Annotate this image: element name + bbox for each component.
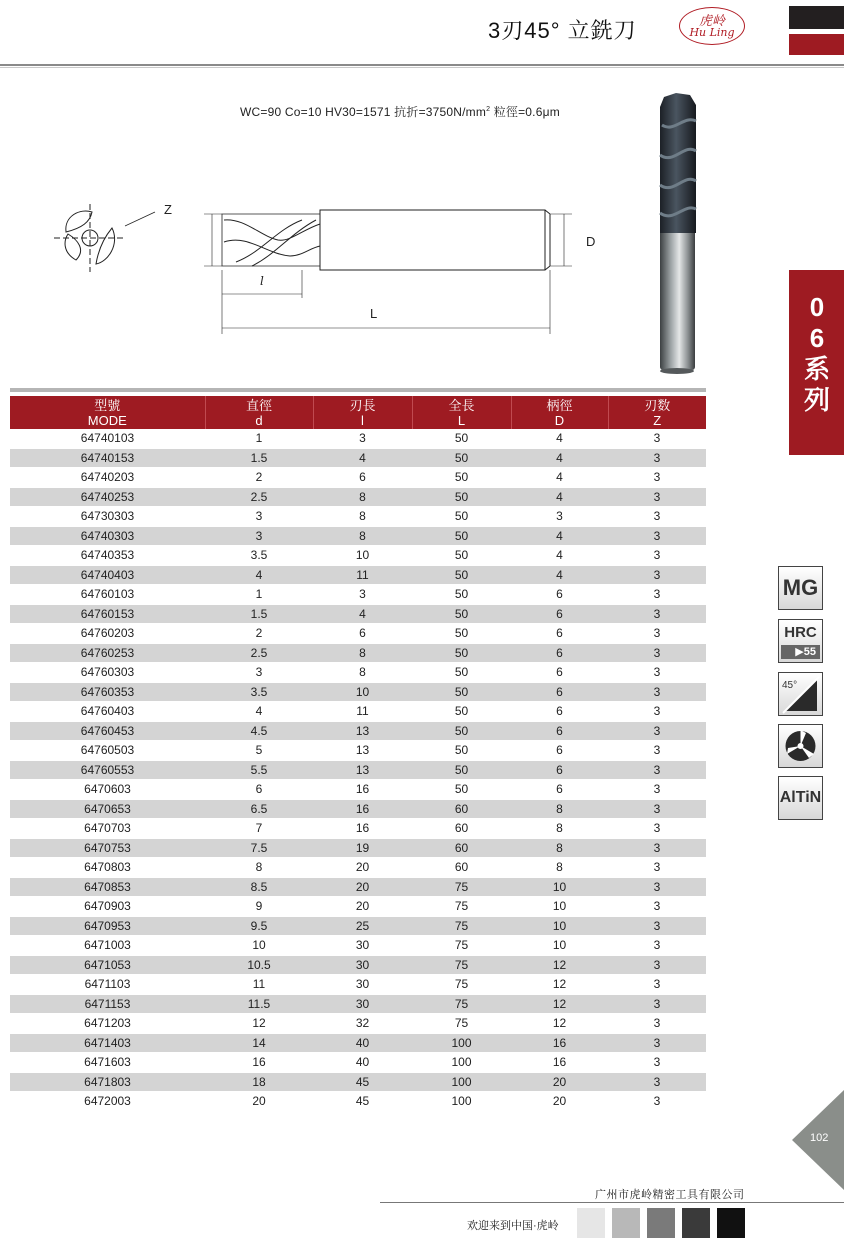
table-row <box>10 877 706 897</box>
cell-diameter: 10.5 <box>205 955 313 975</box>
cell-model: 64760503 <box>10 741 205 761</box>
series-char: 系 <box>803 354 830 384</box>
color-swatch <box>577 1208 605 1238</box>
label-d: D <box>586 234 596 249</box>
cell-shank-diameter: 6 <box>511 663 608 683</box>
cell-shank-diameter: 20 <box>511 1092 608 1112</box>
cell-flutes: 3 <box>608 604 706 624</box>
cell-overall-length: 50 <box>412 507 511 527</box>
cell-flutes: 3 <box>608 1014 706 1034</box>
cell-diameter: 3 <box>205 663 313 683</box>
table-row <box>10 507 706 527</box>
table-row <box>10 819 706 839</box>
cell-flutes: 3 <box>608 702 706 722</box>
cell-flute-length: 16 <box>313 780 412 800</box>
cell-model: 6470953 <box>10 916 205 936</box>
cell-flute-length: 20 <box>313 897 412 917</box>
cell-overall-length: 50 <box>412 585 511 605</box>
table-row <box>10 1053 706 1073</box>
table-row <box>10 975 706 995</box>
cell-flutes: 3 <box>608 468 706 488</box>
cell-flutes: 3 <box>608 585 706 605</box>
cell-diameter: 18 <box>205 1072 313 1092</box>
cell-overall-length: 50 <box>412 741 511 761</box>
footer-divider <box>380 1202 844 1203</box>
cell-model: 64760353 <box>10 682 205 702</box>
table-row <box>10 760 706 780</box>
cell-diameter: 10 <box>205 936 313 956</box>
cell-model: 64740153 <box>10 448 205 468</box>
header-flutes: 刃数 Z <box>608 396 706 429</box>
cell-overall-length: 75 <box>412 975 511 995</box>
header-overall-length: 全長 L <box>412 396 511 429</box>
cell-flutes: 3 <box>608 994 706 1014</box>
hrc-value: ▶55 <box>781 645 820 659</box>
header-divider-thin <box>0 67 844 68</box>
cell-flutes: 3 <box>608 1053 706 1073</box>
cell-model: 64760253 <box>10 643 205 663</box>
table-row <box>10 838 706 858</box>
cell-overall-length: 50 <box>412 760 511 780</box>
three-flute-icon <box>778 724 823 768</box>
cell-flutes: 3 <box>608 780 706 800</box>
cell-flute-length: 30 <box>313 936 412 956</box>
cell-diameter: 6.5 <box>205 799 313 819</box>
page-number: 102 <box>810 1132 829 1144</box>
cell-overall-length: 50 <box>412 526 511 546</box>
cell-flute-length: 6 <box>313 468 412 488</box>
product-spec-table <box>10 396 706 1112</box>
cell-flutes: 3 <box>608 1033 706 1053</box>
cell-flutes: 3 <box>608 955 706 975</box>
cell-overall-length: 60 <box>412 799 511 819</box>
cell-model: 64760103 <box>10 585 205 605</box>
cell-shank-diameter: 8 <box>511 838 608 858</box>
mg-grade-icon: MG <box>778 566 823 610</box>
cell-model: 6471203 <box>10 1014 205 1034</box>
table-row <box>10 721 706 741</box>
cell-shank-diameter: 6 <box>511 643 608 663</box>
cell-model: 6472003 <box>10 1092 205 1112</box>
cell-flutes: 3 <box>608 1072 706 1092</box>
cell-model: 64760403 <box>10 702 205 722</box>
cell-flutes: 3 <box>608 663 706 683</box>
cell-shank-diameter: 12 <box>511 1014 608 1034</box>
cell-flute-length: 11 <box>313 702 412 722</box>
cell-shank-diameter: 4 <box>511 546 608 566</box>
cell-model: 6470903 <box>10 897 205 917</box>
cell-shank-diameter: 6 <box>511 741 608 761</box>
cell-diameter: 14 <box>205 1033 313 1053</box>
cell-flute-length: 8 <box>313 663 412 683</box>
cell-overall-length: 75 <box>412 877 511 897</box>
cell-flute-length: 20 <box>313 858 412 878</box>
table-row <box>10 604 706 624</box>
table-row <box>10 955 706 975</box>
header-flute-length: 刃長 l <box>313 396 412 429</box>
cell-diameter: 1 <box>205 585 313 605</box>
cell-diameter: 2 <box>205 624 313 644</box>
cell-shank-diameter: 6 <box>511 780 608 800</box>
series-char: 列 <box>803 385 830 415</box>
cell-diameter: 5 <box>205 741 313 761</box>
cell-diameter: 11 <box>205 975 313 995</box>
cell-flutes: 3 <box>608 897 706 917</box>
table-row <box>10 585 706 605</box>
label-z: Z <box>164 202 172 217</box>
table-row <box>10 1014 706 1034</box>
altin-coating-icon: AlTiN <box>778 776 823 820</box>
cell-flutes: 3 <box>608 975 706 995</box>
cell-model: 64740253 <box>10 487 205 507</box>
table-row <box>10 468 706 488</box>
cell-diameter: 4.5 <box>205 721 313 741</box>
cell-flutes: 3 <box>608 546 706 566</box>
cell-flute-length: 13 <box>313 760 412 780</box>
cell-diameter: 8 <box>205 858 313 878</box>
cell-flutes: 3 <box>608 448 706 468</box>
table-row <box>10 799 706 819</box>
cell-model: 6471003 <box>10 936 205 956</box>
cell-overall-length: 75 <box>412 1014 511 1034</box>
cell-model: 64760303 <box>10 663 205 683</box>
cell-flute-length: 30 <box>313 975 412 995</box>
table-row <box>10 780 706 800</box>
cell-flute-length: 3 <box>313 585 412 605</box>
cell-shank-diameter: 6 <box>511 624 608 644</box>
cell-overall-length: 50 <box>412 468 511 488</box>
color-swatch <box>717 1208 745 1238</box>
cell-diameter: 6 <box>205 780 313 800</box>
header-divider <box>0 64 844 66</box>
table-row <box>10 858 706 878</box>
cell-shank-diameter: 10 <box>511 916 608 936</box>
header-diameter: 直徑 d <box>205 396 313 429</box>
cell-shank-diameter: 4 <box>511 487 608 507</box>
cell-shank-diameter: 12 <box>511 975 608 995</box>
cell-shank-diameter: 16 <box>511 1033 608 1053</box>
cell-diameter: 5.5 <box>205 760 313 780</box>
cell-model: 6471053 <box>10 955 205 975</box>
cell-flutes: 3 <box>608 760 706 780</box>
cell-flutes: 3 <box>608 877 706 897</box>
cell-model: 6470653 <box>10 799 205 819</box>
cell-shank-diameter: 4 <box>511 526 608 546</box>
cell-diameter: 2.5 <box>205 487 313 507</box>
cell-flute-length: 16 <box>313 819 412 839</box>
color-swatch <box>682 1208 710 1238</box>
cell-overall-length: 50 <box>412 780 511 800</box>
cell-shank-diameter: 6 <box>511 702 608 722</box>
table-body <box>10 429 706 1111</box>
table-row <box>10 643 706 663</box>
cell-diameter: 11.5 <box>205 994 313 1014</box>
side-view-icon <box>204 210 572 334</box>
cell-overall-length: 75 <box>412 916 511 936</box>
header-shank-diameter: 柄徑 D <box>511 396 608 429</box>
logo-chinese-text: 虎岭 <box>698 14 725 29</box>
table-row <box>10 429 706 448</box>
welcome-text: 欢迎来到中国·虎岭 <box>467 1220 559 1232</box>
cell-flutes: 3 <box>608 624 706 644</box>
spec-text: WC=90 Co=10 HV30=1571 抗折=3750N/mm <box>240 105 487 119</box>
end-view-icon <box>54 204 126 272</box>
helix-angle-icon <box>778 672 823 716</box>
series-label <box>800 292 834 416</box>
cell-flutes: 3 <box>608 643 706 663</box>
cell-flutes: 3 <box>608 682 706 702</box>
cell-diameter: 1.5 <box>205 604 313 624</box>
color-swatch <box>612 1208 640 1238</box>
table-row <box>10 916 706 936</box>
cell-overall-length: 75 <box>412 994 511 1014</box>
cell-shank-diameter: 8 <box>511 858 608 878</box>
cell-diameter: 3.5 <box>205 682 313 702</box>
cell-overall-length: 60 <box>412 838 511 858</box>
cell-shank-diameter: 6 <box>511 585 608 605</box>
header-bar-black <box>789 6 844 29</box>
cell-flute-length: 8 <box>313 507 412 527</box>
cell-shank-diameter: 16 <box>511 1053 608 1073</box>
table-row <box>10 663 706 683</box>
cell-flute-length: 11 <box>313 565 412 585</box>
hrc-label: HRC <box>784 624 817 641</box>
cell-model: 6470753 <box>10 838 205 858</box>
end-mill-photo <box>640 85 715 380</box>
cell-overall-length: 50 <box>412 721 511 741</box>
cell-model: 6471803 <box>10 1072 205 1092</box>
cell-model: 6471103 <box>10 975 205 995</box>
cell-overall-length: 50 <box>412 546 511 566</box>
cell-diameter: 7 <box>205 819 313 839</box>
cell-flute-length: 32 <box>313 1014 412 1034</box>
cell-diameter: 1 <box>205 429 313 448</box>
table-row <box>10 897 706 917</box>
brand-logo <box>679 7 745 45</box>
table-top-rule <box>10 388 706 392</box>
end-mill-drawing <box>40 190 620 340</box>
table-row <box>10 487 706 507</box>
table-row <box>10 546 706 566</box>
cell-diameter: 2 <box>205 468 313 488</box>
cell-diameter: 2.5 <box>205 643 313 663</box>
cell-flute-length: 40 <box>313 1053 412 1073</box>
cell-model: 64760453 <box>10 721 205 741</box>
cell-flute-length: 45 <box>313 1072 412 1092</box>
cell-flutes: 3 <box>608 741 706 761</box>
cell-diameter: 20 <box>205 1092 313 1112</box>
cell-shank-diameter: 12 <box>511 994 608 1014</box>
cell-shank-diameter: 6 <box>511 682 608 702</box>
cell-shank-diameter: 12 <box>511 955 608 975</box>
cell-diameter: 12 <box>205 1014 313 1034</box>
cell-shank-diameter: 4 <box>511 429 608 448</box>
cell-model: 64740303 <box>10 526 205 546</box>
cell-flutes: 3 <box>608 858 706 878</box>
table-row <box>10 1033 706 1053</box>
cell-model: 64760553 <box>10 760 205 780</box>
cell-overall-length: 100 <box>412 1092 511 1112</box>
cell-flute-length: 4 <box>313 604 412 624</box>
cell-flute-length: 8 <box>313 643 412 663</box>
table-row <box>10 936 706 956</box>
cell-model: 6470603 <box>10 780 205 800</box>
cell-model: 6470703 <box>10 819 205 839</box>
cell-flute-length: 16 <box>313 799 412 819</box>
cell-overall-length: 50 <box>412 604 511 624</box>
cell-overall-length: 50 <box>412 429 511 448</box>
cell-model: 6471153 <box>10 994 205 1014</box>
cell-flute-length: 19 <box>313 838 412 858</box>
cell-overall-length: 60 <box>412 858 511 878</box>
cell-flute-length: 40 <box>313 1033 412 1053</box>
cell-flute-length: 13 <box>313 721 412 741</box>
cell-overall-length: 75 <box>412 936 511 956</box>
cell-flute-length: 45 <box>313 1092 412 1112</box>
cell-shank-diameter: 4 <box>511 448 608 468</box>
cell-flutes: 3 <box>608 838 706 858</box>
cell-overall-length: 50 <box>412 487 511 507</box>
table-row <box>10 682 706 702</box>
cell-model: 64740103 <box>10 429 205 448</box>
cell-flute-length: 8 <box>313 487 412 507</box>
logo-english-text: Hu Ling <box>689 26 735 39</box>
cell-flute-length: 10 <box>313 682 412 702</box>
cell-flute-length: 3 <box>313 429 412 448</box>
spec-sup: 2 <box>486 106 491 113</box>
angle-text: 45° <box>782 680 798 691</box>
cell-flutes: 3 <box>608 487 706 507</box>
table-row <box>10 994 706 1014</box>
header-model: 型號 MODE <box>10 396 205 429</box>
table-row <box>10 448 706 468</box>
cell-shank-diameter: 6 <box>511 721 608 741</box>
spec-tail: 粒徑=0.6μm <box>490 105 560 119</box>
cell-shank-diameter: 10 <box>511 877 608 897</box>
company-name: 广州市虎岭精密工具有限公司 <box>595 1189 745 1201</box>
cell-overall-length: 75 <box>412 955 511 975</box>
table-row <box>10 1072 706 1092</box>
cell-overall-length: 75 <box>412 897 511 917</box>
cell-model: 6471403 <box>10 1033 205 1053</box>
color-swatch <box>647 1208 675 1238</box>
cell-diameter: 9.5 <box>205 916 313 936</box>
cell-model: 6470853 <box>10 877 205 897</box>
table-row <box>10 624 706 644</box>
cell-overall-length: 50 <box>412 702 511 722</box>
cell-model: 64760153 <box>10 604 205 624</box>
cell-flutes: 3 <box>608 936 706 956</box>
cell-diameter: 4 <box>205 702 313 722</box>
cell-flute-length: 30 <box>313 994 412 1014</box>
cell-shank-diameter: 4 <box>511 468 608 488</box>
cell-diameter: 16 <box>205 1053 313 1073</box>
table-header-row <box>10 396 706 429</box>
cell-model: 64740353 <box>10 546 205 566</box>
cell-flutes: 3 <box>608 1092 706 1112</box>
cell-diameter: 7.5 <box>205 838 313 858</box>
cell-overall-length: 100 <box>412 1072 511 1092</box>
cell-overall-length: 50 <box>412 565 511 585</box>
cell-shank-diameter: 10 <box>511 936 608 956</box>
cell-flute-length: 6 <box>313 624 412 644</box>
cell-model: 6470803 <box>10 858 205 878</box>
cell-diameter: 9 <box>205 897 313 917</box>
cell-overall-length: 50 <box>412 682 511 702</box>
series-char: 0 <box>809 292 825 322</box>
cell-flute-length: 30 <box>313 955 412 975</box>
cell-flute-length: 13 <box>313 741 412 761</box>
cell-flutes: 3 <box>608 507 706 527</box>
cell-flutes: 3 <box>608 916 706 936</box>
table-row <box>10 702 706 722</box>
cell-flutes: 3 <box>608 819 706 839</box>
cell-diameter: 3 <box>205 507 313 527</box>
cell-diameter: 3 <box>205 526 313 546</box>
label-l-big: L <box>370 306 378 321</box>
cell-shank-diameter: 3 <box>511 507 608 527</box>
cell-diameter: 8.5 <box>205 877 313 897</box>
series-char: 6 <box>809 323 825 353</box>
table-row <box>10 741 706 761</box>
cell-shank-diameter: 6 <box>511 760 608 780</box>
cell-flute-length: 25 <box>313 916 412 936</box>
header-bar-red <box>789 34 844 55</box>
cell-overall-length: 50 <box>412 663 511 683</box>
material-spec <box>240 103 560 120</box>
cell-flutes: 3 <box>608 565 706 585</box>
cell-flutes: 3 <box>608 429 706 448</box>
cell-overall-length: 100 <box>412 1053 511 1073</box>
cell-shank-diameter: 8 <box>511 819 608 839</box>
cell-model: 64740203 <box>10 468 205 488</box>
table-row <box>10 565 706 585</box>
cell-diameter: 4 <box>205 565 313 585</box>
table-row <box>10 526 706 546</box>
label-l-small: l <box>260 274 264 288</box>
page-title: 3刃45° 立銑刀 <box>488 18 637 43</box>
cell-overall-length: 50 <box>412 643 511 663</box>
cell-shank-diameter: 4 <box>511 565 608 585</box>
cell-shank-diameter: 6 <box>511 604 608 624</box>
cell-shank-diameter: 8 <box>511 799 608 819</box>
cell-overall-length: 100 <box>412 1033 511 1053</box>
cell-shank-diameter: 10 <box>511 897 608 917</box>
cell-flutes: 3 <box>608 526 706 546</box>
cell-flutes: 3 <box>608 799 706 819</box>
cell-model: 6471603 <box>10 1053 205 1073</box>
cell-flute-length: 20 <box>313 877 412 897</box>
cell-diameter: 1.5 <box>205 448 313 468</box>
cell-model: 64760203 <box>10 624 205 644</box>
cell-shank-diameter: 20 <box>511 1072 608 1092</box>
cell-model: 64730303 <box>10 507 205 527</box>
cell-overall-length: 60 <box>412 819 511 839</box>
cell-model: 64740403 <box>10 565 205 585</box>
cell-flutes: 3 <box>608 721 706 741</box>
cell-overall-length: 50 <box>412 624 511 644</box>
cell-flute-length: 4 <box>313 448 412 468</box>
cell-overall-length: 50 <box>412 448 511 468</box>
cell-diameter: 3.5 <box>205 546 313 566</box>
table-row <box>10 1092 706 1112</box>
hrc-hardness-icon <box>778 619 823 663</box>
cell-flute-length: 8 <box>313 526 412 546</box>
cell-flute-length: 10 <box>313 546 412 566</box>
